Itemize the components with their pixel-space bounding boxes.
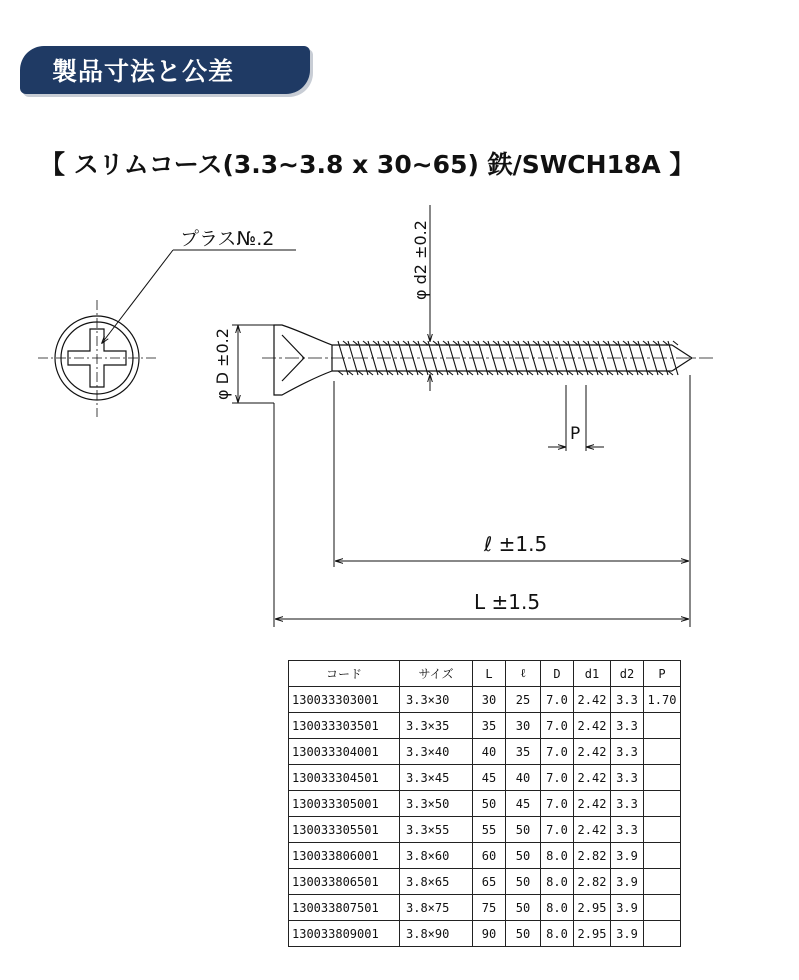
cell-d2: 3.9 (611, 843, 644, 869)
cell-P (644, 739, 681, 765)
table-row (289, 869, 681, 895)
cell-P (644, 843, 681, 869)
cell-code: 130033809001 (289, 921, 400, 947)
cell-D: 8.0 (541, 921, 574, 947)
cell-d2: 3.3 (611, 791, 644, 817)
cell-L: 60 (473, 843, 506, 869)
screw-side-view (262, 325, 714, 395)
header-l: ℓ (506, 661, 541, 687)
cell-code: 130033303001 (289, 687, 400, 713)
cell-D: 8.0 (541, 843, 574, 869)
cell-D: 7.0 (541, 713, 574, 739)
cell-D: 8.0 (541, 869, 574, 895)
header-d2: d2 (611, 661, 644, 687)
cell-size: 3.3×45 (400, 765, 473, 791)
spec-table (288, 660, 681, 947)
cell-code: 130033806001 (289, 843, 400, 869)
cell-code: 130033305501 (289, 817, 400, 843)
cell-P (644, 921, 681, 947)
header-P: P (644, 661, 681, 687)
cell-l: 50 (506, 921, 541, 947)
cell-size: 3.8×60 (400, 843, 473, 869)
cell-P (644, 765, 681, 791)
cell-l: 25 (506, 687, 541, 713)
cell-L: 50 (473, 791, 506, 817)
cell-P (644, 713, 681, 739)
cell-d1: 2.42 (574, 791, 611, 817)
cell-code: 130033303501 (289, 713, 400, 739)
cell-d2: 3.9 (611, 895, 644, 921)
header-d1: d1 (574, 661, 611, 687)
cell-P (644, 817, 681, 843)
cell-code: 130033304501 (289, 765, 400, 791)
plus-label: プラス№.2 (180, 228, 275, 250)
cell-size: 3.3×40 (400, 739, 473, 765)
cell-d2: 3.3 (611, 713, 644, 739)
cell-d2: 3.9 (611, 869, 644, 895)
cell-L: 55 (473, 817, 506, 843)
d2-label: φ d2 ±0.2 (411, 220, 430, 300)
head-top-view (38, 300, 156, 417)
cell-l: 35 (506, 739, 541, 765)
table-row (289, 687, 681, 713)
cell-L: 40 (473, 739, 506, 765)
cell-D: 7.0 (541, 791, 574, 817)
table-row (289, 739, 681, 765)
cell-d1: 2.95 (574, 921, 611, 947)
table-row (289, 843, 681, 869)
cell-d1: 2.42 (574, 687, 611, 713)
cell-D: 7.0 (541, 687, 574, 713)
D-label: φ D ±0.2 (213, 328, 232, 400)
cell-L: 90 (473, 921, 506, 947)
cell-d2: 3.3 (611, 765, 644, 791)
header-D: D (541, 661, 574, 687)
cell-d2: 3.9 (611, 921, 644, 947)
cell-d2: 3.3 (611, 687, 644, 713)
cell-P (644, 869, 681, 895)
cell-P (644, 895, 681, 921)
thread-line (368, 341, 378, 375)
cell-l: 30 (506, 713, 541, 739)
cell-L: 65 (473, 869, 506, 895)
cell-size: 3.3×30 (400, 687, 473, 713)
cell-D: 8.0 (541, 895, 574, 921)
cell-d2: 3.3 (611, 739, 644, 765)
cell-D: 7.0 (541, 765, 574, 791)
table-row (289, 791, 681, 817)
cell-l: 45 (506, 791, 541, 817)
cell-size: 3.8×90 (400, 921, 473, 947)
cell-l: 50 (506, 843, 541, 869)
cell-l: 40 (506, 765, 541, 791)
header-code: コード (289, 661, 400, 687)
table-row (289, 713, 681, 739)
cell-code: 130033807501 (289, 895, 400, 921)
thread-line (528, 341, 538, 375)
cell-d1: 2.82 (574, 843, 611, 869)
L-label: L ±1.5 (474, 590, 541, 614)
cell-d1: 2.42 (574, 713, 611, 739)
cell-d1: 2.42 (574, 765, 611, 791)
cell-size: 3.3×50 (400, 791, 473, 817)
table-row (289, 895, 681, 921)
cell-l: 50 (506, 869, 541, 895)
cell-l: 50 (506, 817, 541, 843)
cell-l: 50 (506, 895, 541, 921)
cell-D: 7.0 (541, 817, 574, 843)
cell-d1: 2.82 (574, 869, 611, 895)
cell-d1: 2.42 (574, 739, 611, 765)
cell-code: 130033305001 (289, 791, 400, 817)
cell-d1: 2.42 (574, 817, 611, 843)
cell-d2: 3.3 (611, 817, 644, 843)
cell-P: 1.70 (644, 687, 681, 713)
l-label: ℓ ±1.5 (484, 532, 548, 556)
cell-size: 3.3×55 (400, 817, 473, 843)
cell-L: 30 (473, 687, 506, 713)
cell-code: 130033806501 (289, 869, 400, 895)
cell-d1: 2.95 (574, 895, 611, 921)
table-row (289, 921, 681, 947)
thread-line (598, 341, 608, 375)
header-size: サイズ (400, 661, 473, 687)
pitch-label: P (570, 424, 581, 444)
table-row (289, 765, 681, 791)
table-row (289, 817, 681, 843)
cell-D: 7.0 (541, 739, 574, 765)
product-heading: 【 スリムコース(3.3∼3.8 x 30∼65) 鉄/SWCH18A 】 (40, 150, 695, 179)
cell-size: 3.8×65 (400, 869, 473, 895)
cell-code: 130033304001 (289, 739, 400, 765)
cell-size: 3.3×35 (400, 713, 473, 739)
cell-L: 75 (473, 895, 506, 921)
cell-size: 3.8×75 (400, 895, 473, 921)
banner-title: 製品寸法と公差 (52, 57, 235, 86)
table-header-row (289, 661, 681, 687)
cell-P (644, 791, 681, 817)
section-banner (20, 46, 310, 94)
screw-drawing (0, 195, 799, 635)
cell-L: 35 (473, 713, 506, 739)
cell-L: 45 (473, 765, 506, 791)
header-L: L (473, 661, 506, 687)
